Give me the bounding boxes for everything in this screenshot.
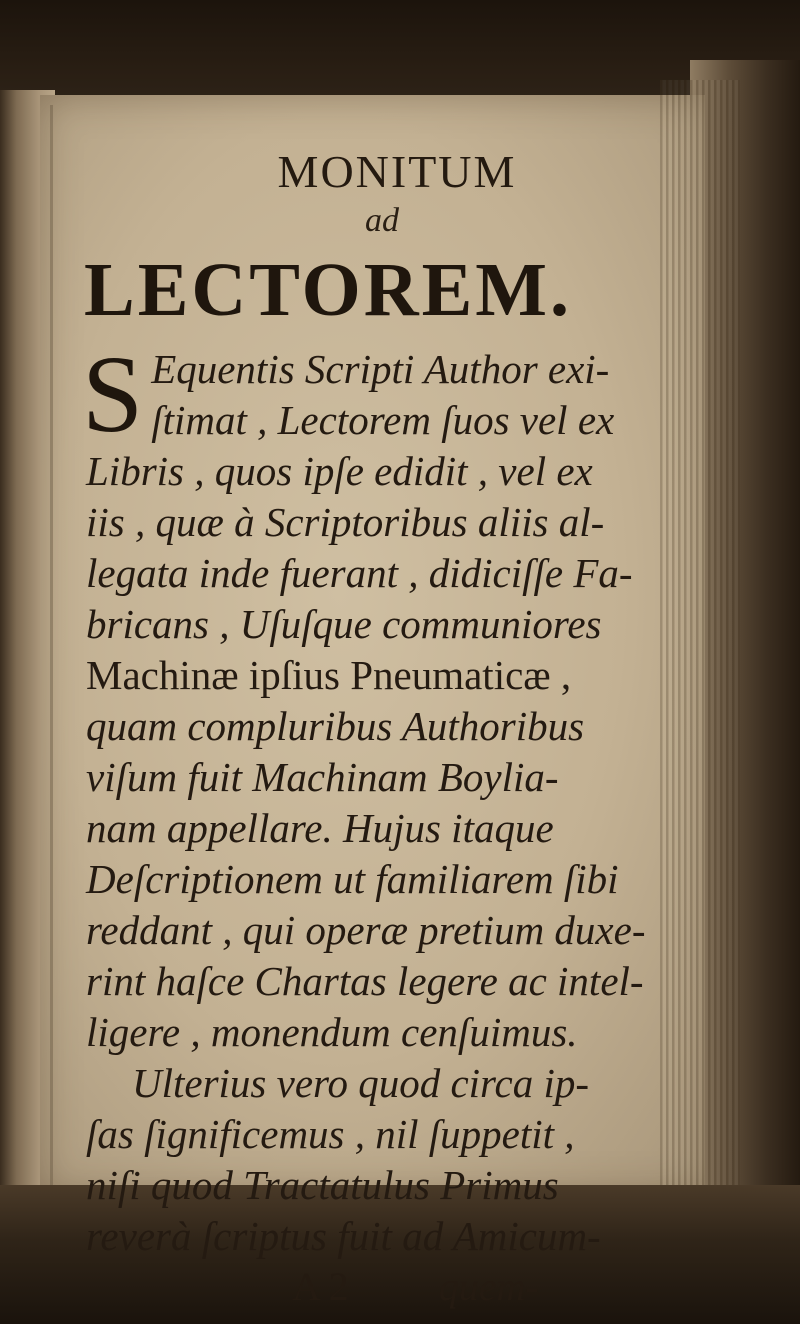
text-line: reddant , qui operæ pretium duxe-	[86, 907, 646, 953]
heading-monitum: MONITUM	[277, 146, 517, 197]
text-line: nam appellare. Hujus itaque	[86, 805, 554, 851]
text-line: viſum fuit Machinam Boylia-	[86, 754, 559, 800]
text-line: ſas ſignificemus , nil ſuppetit ,	[86, 1111, 575, 1157]
text-line: Deſcriptionem ut familiarem ſibi	[86, 856, 619, 902]
text-line: Ulterius vero quod circa ip-	[132, 1060, 589, 1106]
text-line: quam compluribus Authoribus	[86, 703, 585, 749]
text-line: niſi quod Tractatulus Primus	[86, 1162, 559, 1208]
text-line: rint haſce Chartas legere ac intel-	[86, 958, 644, 1004]
page-border-line	[50, 105, 53, 1195]
heading-ad: ad	[365, 202, 399, 239]
drop-cap: S	[82, 333, 144, 455]
text-line: Libris , quos ipſe edidit , vel ex	[86, 448, 593, 494]
text-line: legata inde fuerant , didiciſſe Fa-	[86, 550, 633, 596]
catchword: quem-	[438, 1264, 539, 1309]
text-line: reverà ſcriptus fuit ad Amicum-	[86, 1213, 601, 1259]
text-line: ſtimat , Lectorem ſuos vel ex	[151, 397, 615, 443]
text-line: ligere , monendum cenſuimus.	[86, 1009, 578, 1055]
signature-mark: A 2	[292, 1264, 349, 1309]
page-footer	[62, 1262, 682, 1312]
text-line: Equentis Scripti Author exi-	[151, 346, 610, 392]
text-line: iis , quæ à Scriptoribus aliis al-	[86, 499, 605, 545]
text-line: bricans , Uſuſque communiores	[86, 601, 602, 647]
page-text	[62, 120, 682, 1312]
heading-lectorem: LECTOREM.	[84, 248, 573, 332]
text-line: Machinæ ipſius Pneumaticæ ,	[86, 652, 572, 698]
body-paragraph	[62, 333, 682, 1312]
